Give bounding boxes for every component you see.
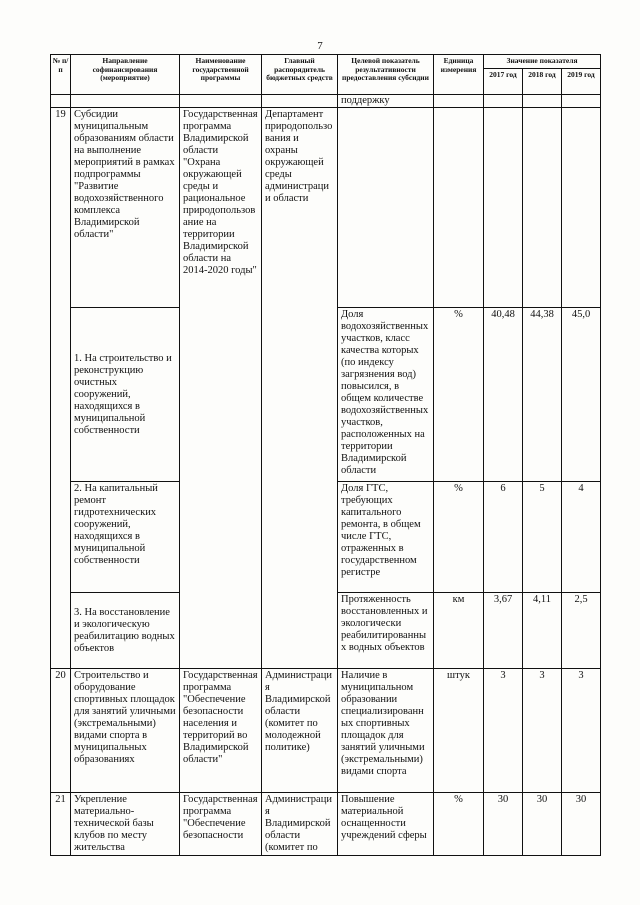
row19-program: Государственная программа Владимирской области "Охрана окружающей среды и рациональное природопользование на территории Владимирской области на 2014-2020 годы" <box>180 108 262 308</box>
header-2019: 2019 год <box>562 69 601 95</box>
row19-sub3-indicator: Протяженность восстановленных и экологически реабилитированных водных объектов <box>338 593 434 669</box>
header-direction: Направление софинансирования (мероприятие) <box>71 55 180 95</box>
row21-2019: 30 <box>562 793 601 856</box>
row20-2019: 3 <box>562 669 601 793</box>
header-2017: 2017 год <box>484 69 523 95</box>
row20-unit: штук <box>434 669 484 793</box>
row20-program: Государственная программа "Обеспечение безопасности населения и территорий во Владимирской области" <box>180 669 262 793</box>
indicators-table <box>50 54 601 856</box>
row19-sub2-2017: 6 <box>484 482 523 593</box>
row21-unit: % <box>434 793 484 856</box>
row19-sub2-indicator: Доля ГТС, требующих капитального ремонта, в общем числе ГТС, отраженных в государственном регистре <box>338 482 434 593</box>
table-row-19-1 <box>51 308 601 482</box>
table-row-21 <box>51 793 601 856</box>
row19-sub3-2017: 3,67 <box>484 593 523 669</box>
row21-2017: 30 <box>484 793 523 856</box>
header-row <box>51 55 601 69</box>
row19-sub1-2017: 40,48 <box>484 308 523 482</box>
table-row-19 <box>51 108 601 308</box>
table-row-19-2 <box>51 482 601 593</box>
header-indicator: Целевой показатель результативности предоставления субсидии <box>338 55 434 95</box>
row19-sub2-unit: % <box>434 482 484 593</box>
row21-2018: 30 <box>523 793 562 856</box>
header-program: Наименование государственной программы <box>180 55 262 95</box>
header-manager: Главный распорядитель бюджетных средств <box>262 55 338 95</box>
row19-manager: Департамент природопользования и охраны окружающей среды администрации области <box>262 108 338 308</box>
row19-sub1-2018: 44,38 <box>523 308 562 482</box>
row21-program: Государственная программа "Обеспечение безопасности <box>180 793 262 856</box>
header-2018: 2018 год <box>523 69 562 95</box>
row21-direction: Укрепление материально-технической базы клубов по месту жительства <box>71 793 180 856</box>
header-num: № п/п <box>51 55 71 95</box>
table-row-20 <box>51 669 601 793</box>
row20-num: 20 <box>51 669 71 793</box>
row19-sub3-2019: 2,5 <box>562 593 601 669</box>
row19-sub2-direction: 2. На капитальный ремонт гидротехнических сооружений, находящихся в муниципальной собственности <box>71 482 180 593</box>
row19-sub3-unit: км <box>434 593 484 669</box>
row20-2017: 3 <box>484 669 523 793</box>
row19-sub1-direction: 1. На строительство и реконструкцию очистных сооружений, находящихся в муниципальной собственности <box>71 308 180 482</box>
row21-indicator: Повышение материальной оснащенности учреждений сферы <box>338 793 434 856</box>
header-values: Значение показателя <box>484 55 601 69</box>
continuation-row <box>51 95 601 108</box>
row19-sub1-indicator: Доля водохозяйственных участков, класс качества которых (по индексу загрязнения вод) повысился, в общем количестве водохозяйственных участков, расположенных на территории Владимирской области <box>338 308 434 482</box>
row19-sub1-unit: % <box>434 308 484 482</box>
page-number: 7 <box>317 40 323 52</box>
row19-sub1-2019: 45,0 <box>562 308 601 482</box>
table-row-19-3 <box>51 593 601 669</box>
row21-manager: Администрация Владимирской области (комитет по <box>262 793 338 856</box>
row19-direction: Субсидии муниципальным образованиям области на выполнение мероприятий в рамках подпрограммы "Развитие водохозяйственного комплекса Владимирской области" <box>71 108 180 308</box>
row19-sub3-2018: 4,11 <box>523 593 562 669</box>
row20-manager: Администрация Владимирской области (комитет по молодежной политике) <box>262 669 338 793</box>
header-unit: Единица измерения <box>434 55 484 95</box>
row19-sub3-direction: 3. На восстановление и экологическую реабилитацию водных объектов <box>71 593 180 669</box>
row20-indicator: Наличие в муниципальном образовании специализированных спортивных площадок для занятий уличными (экстремальными) видами спорта <box>338 669 434 793</box>
row21-num: 21 <box>51 793 71 856</box>
row20-direction: Строительство и оборудование спортивных площадок для занятий уличными (экстремальными) видами спорта в муниципальных образованиях <box>71 669 180 793</box>
row19-sub2-2018: 5 <box>523 482 562 593</box>
continuation-text: поддержку <box>338 95 434 108</box>
row19-num: 19 <box>51 108 71 308</box>
row19-sub2-2019: 4 <box>562 482 601 593</box>
row20-2018: 3 <box>523 669 562 793</box>
